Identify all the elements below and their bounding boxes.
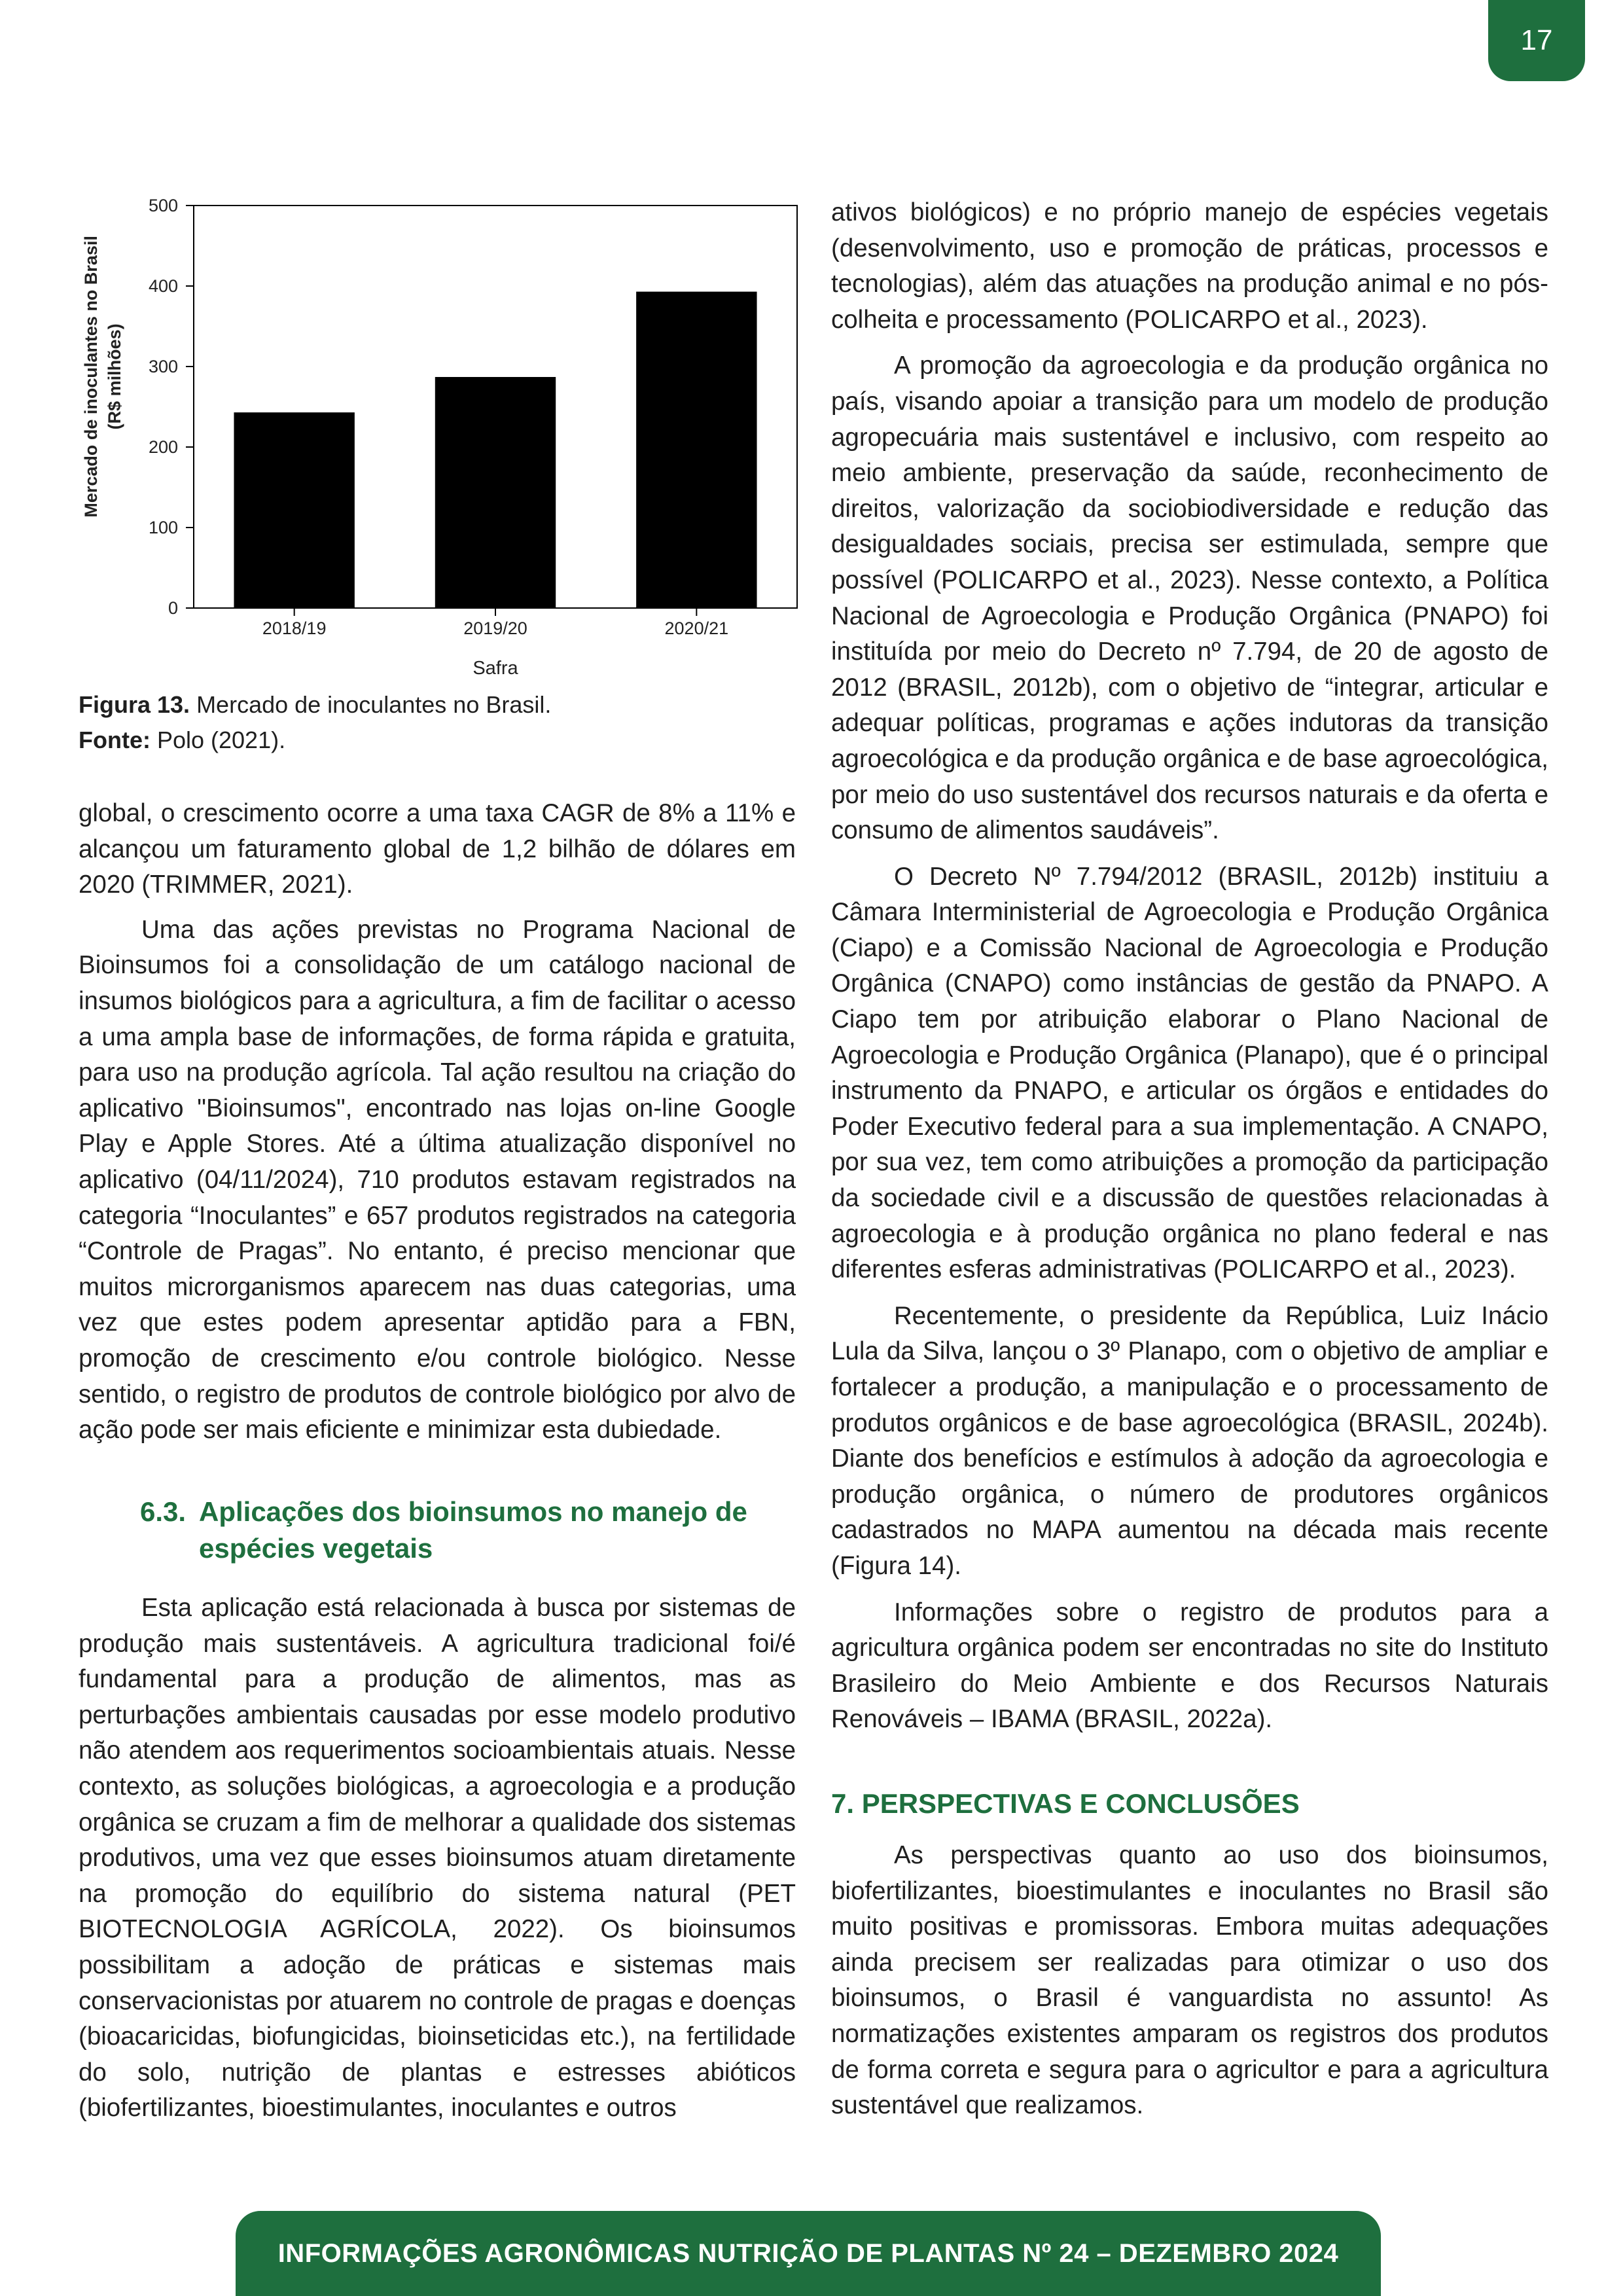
paragraph: As perspectivas quanto ao uso dos bioinsumos, biofertilizantes, bioestimulantes e inoculantes no Brasil são muito positivas e promissoras. Embora muitas adequações ainda precisem ser realizadas para otimizar o uso dos bioinsumos, o Brasil é vanguardista no assunto! As normatizações existentes amparam os registros dos produtos de forma correta e segura para o agricultor e para a agricultura sustentável que realizamos. bbox=[831, 1841, 1548, 2120]
left-column-upper bbox=[79, 796, 796, 1448]
bar bbox=[636, 292, 757, 608]
paragraph: Recentemente, o presidente da República, Luiz Inácio Lula da Silva, lançou o 3º Planapo, com o objetivo de ampliar e fortalecer a produção, a manipulação e o processamento de produtos orgânicos e de base agroecológica (BRASIL, 2024b). Diante dos benefícios e estímulos à adoção da agroecologia e produção orgânica, o número de produtores orgânicos cadastrados no MAPA aumentou na década mais recente (Figura 14). bbox=[831, 1301, 1548, 1580]
paragraph: Esta aplicação está relacionada à busca por sistemas de produção mais sustentáveis. A agricultura tradicional foi/é fundamental para a produção de alimentos, mas as perturbações ambientais causadas por esse modelo produtivo não atendem aos requerimentos socioambientais atuais. Nesse contexto, as soluções biológicas, a agroecologia e a produção orgânica se cruzam a fim de melhorar a qualidade dos sistemas produtivos, uma vez que esses bioinsumos atuam diretamente na promoção do equilíbrio do sistema natural (PET BIOTECNOLOGIA AGRÍCOLA, 2022). Os bioinsumos possibilitam a adoção de práticas e sistemas mais conservacionistas por atuarem no controle de pragas e doenças (bioacaricidas, biofungicidas, bioinseticidas etc.), na fertilidade do solo, nutrição de plantas e estresses abióticos (biofertilizantes, bioestimulantes, inoculantes e outros bbox=[79, 1594, 796, 2123]
right-column-upper bbox=[831, 195, 1548, 1738]
paragraph: O Decreto Nº 7.794/2012 (BRASIL, 2012b) instituiu a Câmara Interministerial de Agroecologia e Produção Orgânica (Ciapo) e a Comissão Nacional de Agroecologia e Produção Orgânica (CNAPO) como instâncias de gestão da PNAPO. A Ciapo tem por atribuição elaborar o Plano Nacional de Agroecologia e Produção Orgânica (Planapo), que é o principal instrumento da PNAPO, e articular os órgãos e entidades do Poder Executivo federal para a sua implementação. A CNAPO, por sua vez, tem como atribuições a promoção da participação da sociedade civil e a discussão de questões relacionadas à agroecologia e à produção orgânica no plano federal e nas diferentes esferas administrativas (POLICARPO et al., 2023). bbox=[831, 862, 1548, 1284]
y-tick-label: 500 bbox=[148, 196, 178, 215]
bar bbox=[435, 377, 556, 608]
figure-caption bbox=[79, 687, 798, 758]
source-text: Polo (2021). bbox=[150, 726, 286, 753]
y-tick-label: 0 bbox=[168, 598, 178, 618]
y-axis-label: Mercado de inoculantes no Brasil bbox=[81, 236, 101, 518]
section-heading-7: 7. PERSPECTIVAS E CONCLUSÕES bbox=[831, 1788, 1300, 1819]
heading-number: 6.3. bbox=[140, 1496, 187, 1527]
y-tick-label: 200 bbox=[148, 437, 178, 457]
paragraph: global, o crescimento ocorre a uma taxa CAGR de 8% a 11% e alcançou um faturamento global de 1,2 bilhão de dólares em 2020 (TRIMMER, 2021). bbox=[79, 799, 796, 899]
paragraph: A promoção da agroecologia e da produção orgânica no país, visando apoiar a transição para um modelo de produção agropecuária mais sustentável e inclusivo, com respeito ao meio ambiente, preservação da saúde, reconhecimento de direitos, valorização da sociobiodiversidade e redução das desigualdades sociais, precisa ser estimulada, sempre que possível (POLICARPO et al., 2023). Nesse contexto, a Política Nacional de Agroecologia e Produção Orgânica (PNAPO) foi instituída por meio do Decreto nº 7.794, de 20 de agosto de 2012 (BRASIL, 2012b), com o objetivo de “integrar, articular e adequar políticas, programas e ações indutoras da transição agroecológica e da produção orgânica e de base agroecológica, por meio do uso sustentável dos recursos naturais e da oferta e consumo de alimentos saudáveis”. bbox=[831, 351, 1548, 845]
bar bbox=[234, 412, 354, 608]
y-tick-label: 100 bbox=[148, 518, 178, 537]
heading-text: Aplicações dos bioinsumos no manejo de espécies vegetais bbox=[199, 1496, 747, 1564]
caption-label: Figura 13. bbox=[79, 691, 190, 718]
y-tick-label: 300 bbox=[148, 357, 178, 376]
page-number: 17 bbox=[1488, 0, 1585, 81]
right-column-lower bbox=[831, 1838, 1548, 2124]
paragraph: Informações sobre o registro de produtos para a agricultura orgânica podem ser encontradas no site do Instituto Brasileiro do Meio Ambiente e dos Recursos Naturais Renováveis – IBAMA (BRASIL, 2022a). bbox=[831, 1598, 1548, 1734]
x-tick-label: 2018/19 bbox=[262, 619, 327, 638]
x-tick-label: 2020/21 bbox=[664, 619, 729, 638]
x-axis-label: Safra bbox=[473, 658, 518, 679]
paragraph: ativos biológicos) e no próprio manejo de espécies vegetais (desenvolvimento, uso e promoção de práticas, processos e tecnologias), além das atuações na produção animal e no pós-colheita e processamento (POLICARPO et al., 2023). bbox=[831, 198, 1548, 334]
footer-banner: INFORMAÇÕES AGRONÔMICAS NUTRIÇÃO DE PLANTAS Nº 24 – DEZEMBRO 2024 bbox=[236, 2211, 1381, 2296]
caption-text: Mercado de inoculantes no Brasil. bbox=[190, 691, 552, 718]
bar-chart bbox=[72, 183, 805, 694]
y-tick-label: 400 bbox=[148, 276, 178, 296]
paragraph: Uma das ações previstas no Programa Nacional de Bioinsumos foi a consolidação de um catálogo nacional de insumos biológicos para a agricultura, a fim de facilitar o acesso a uma ampla base de informações, de forma rápida e gratuita, para uso na produção agrícola. Tal ação resultou na criação do aplicativo "Bioinsumos", encontrado nas lojas on-line Google Play e Apple Stores. Até a última atualização disponível no aplicativo (04/11/2024), 710 produtos estavam registrados na categoria “Inoculantes” e 657 produtos registrados na categoria “Controle de Pragas”. No entanto, é preciso mencionar que muitos microrganismos aparecem nas duas categorias, uma vez que estes podem apresentar aptidão para a FBN, promoção de crescimento e/ou controle biológico. Nesse sentido, o registro de produtos de controle biológico por alvo de ação pode ser mais eficiente e minimizar esta dubiedade. bbox=[79, 915, 796, 1444]
y-axis-label-unit: (R$ milhões) bbox=[105, 323, 124, 430]
left-column-lower bbox=[79, 1590, 796, 2126]
chart-svg bbox=[72, 183, 805, 694]
x-tick-label: 2019/20 bbox=[463, 619, 527, 638]
source-label: Fonte: bbox=[79, 726, 151, 753]
